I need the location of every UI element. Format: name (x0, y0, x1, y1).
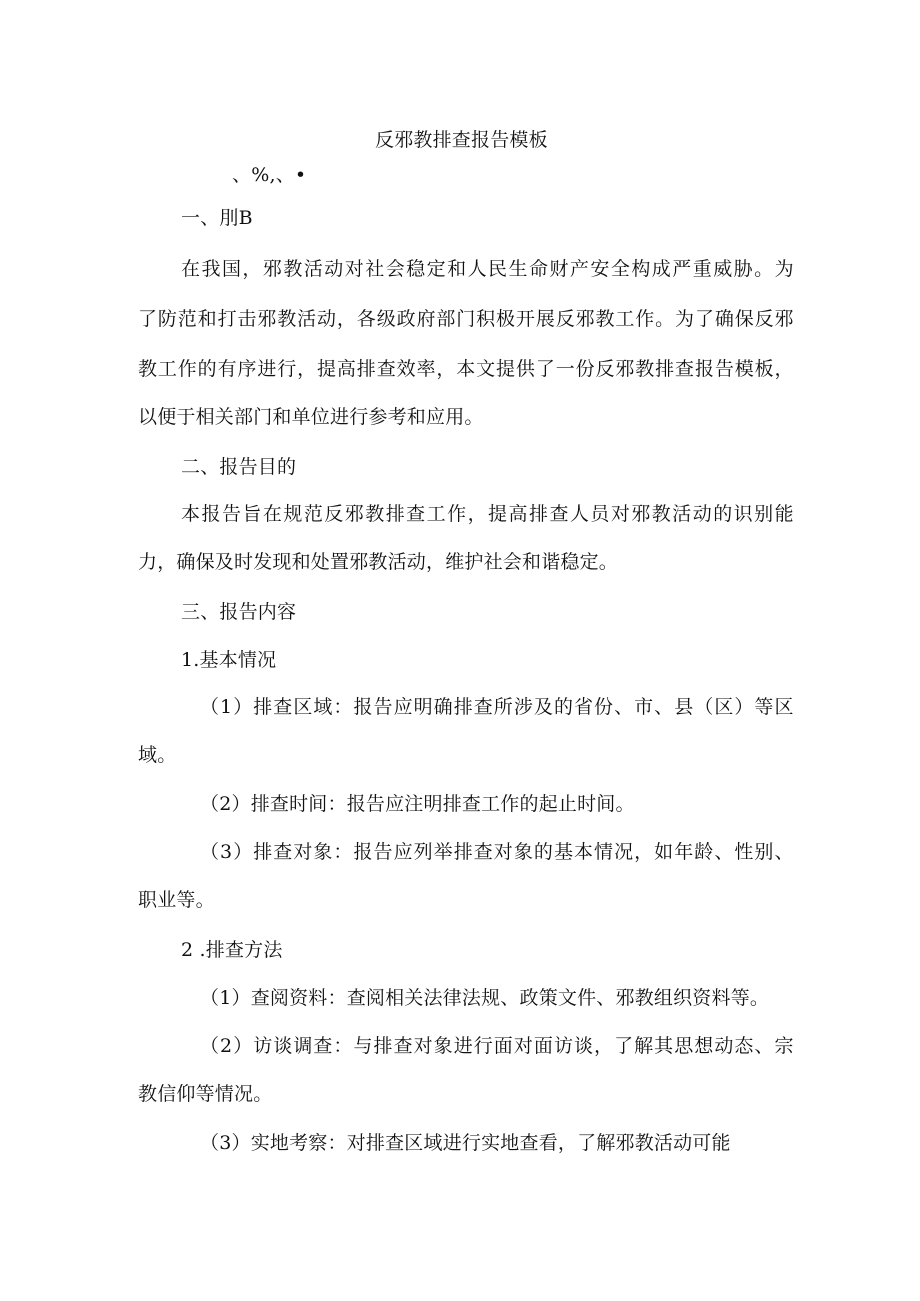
scan-artifact-text: 、%,、• (232, 164, 307, 186)
subsection-2-item-1: （1）查阅资料：查阅相关法律法规、政策文件、邪教组织资料等。 (200, 987, 770, 1009)
subsection-2-item-2-line: 教信仰等情况。 (138, 1083, 273, 1105)
section-1-para-line: 了 防 范 和 打 击 邪 教 活 动 ， 各 级 政 府 部 门 积 极 开 展 反 邪 教 工 作 。 为 了 确 保 反 邪 (138, 308, 794, 330)
page-title: 反邪教排查报告模板 (375, 129, 548, 151)
section-2-heading: 二、报告目的 (181, 456, 297, 478)
section-3-heading: 三、报告内容 (181, 601, 297, 623)
subsection-2-heading: 2 .排查方法 (181, 939, 283, 961)
section-1-para-line: 在 我 国 ， 邪 教 活 动 对 社 会 稳 定 和 人 民 生 命 财 产 安 全 构 成 严 重 威 胁 。 为 (181, 258, 794, 280)
section-1-para-line: 以便于相关部门和单位进行参考和应用。 (138, 406, 484, 428)
section-2-para-line: 本 报 告 旨 在 规 范 反 邪 教 排 查 工 作 ， 提 高 排 查 人 员 对 邪 教 活 动 的 识 别 能 (181, 503, 794, 525)
subsection-1-heading: 1.基本情况 (181, 649, 277, 671)
subsection-1-item-3-line: 职业等。 (138, 889, 215, 911)
subsection-2-item-2-line: （ 2 ） 访 谈 调 查 ： 与 排 查 对 象 进 行 面 对 面 访 谈 ， 了 解 其 思 想 动 态 、 宗 (200, 1035, 794, 1057)
subsection-1-item-3-line: （ 3 ） 排 查 对 象 ： 报 告 应 列 举 排 查 对 象 的 基 本 情 况 ， 如 年 龄 、 性 别 、 (200, 841, 794, 863)
subsection-1-item-1-line: （ 1 ） 排 查 区 域 ： 报 告 应 明 确 排 查 所 涉 及 的 省 份 、 市 、 县 （ 区 ） 等 区 (200, 696, 794, 718)
subsection-2-item-3: （3）实地考察：对排查区域进行实地查看，了解邪教活动可能 (200, 1132, 731, 1154)
section-1-heading: 一、刖B (181, 207, 253, 229)
subsection-1-item-1-line: 域。 (138, 744, 177, 766)
section-1-para-line: 教 工 作 的 有 序 进 行 ， 提 高 排 查 效 率 ， 本 文 提 供 了 一 份 反 邪 教 排 查 报 告 模 板 ， (138, 358, 794, 380)
subsection-1-item-2: （2）排查时间：报告应注明排查工作的起止时间。 (200, 793, 635, 815)
section-2-para-line: 力，确保及时发现和处置邪教活动，维护社会和谐稳定。 (138, 551, 619, 573)
